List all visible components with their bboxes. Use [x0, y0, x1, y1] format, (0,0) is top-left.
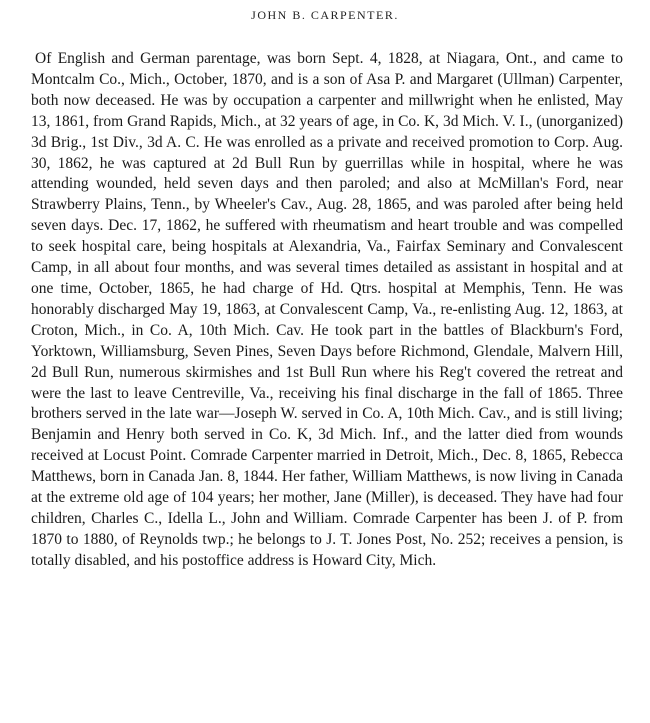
page-heading: JOHN B. CARPENTER. [251, 8, 399, 22]
biography-paragraph: Of English and German parentage, was born Sept. 4, 1828, at Niagara, Ont., and came to Montcalm Co., Mich., October, 1870, and is a son of Asa P. and Margaret (Ullman) Carpenter, both now deceased. He was by occupation a carpenter and millwright when he enlisted, May 13, 1861, from Grand Rapids, Mich., at 32 years of age, in Co. K, 3d Mich. V. I., (unorganized) 3d Brig., 1st Div., 3d A. C. He was enrolled as a private and received promotion to Corp. Aug. 30, 1862, he was captured at 2d Bull Run by guerrillas while in hospital, where he was attending wounded, held seven days and then paroled; and also at McMillan's Ford, near Strawberry Plains, Tenn., by Wheeler's Cav., Aug. 28, 1865, and was paroled after being held seven days. Dec. 17, 1862, he suffered with rheumatism and heart trouble and was compelled to seek hospital care, being hospitals at Alexandria, Va., Fairfax Seminary and Convalescent Camp, in all about four months, and was several times detailed as assistant in hospital and at one time, October, 1865, he had charge of Hd. Qtrs. hospital at Memphis, Tenn. He was honorably discharged May 19, 1863, at Convalescent Camp, Va., re-enlisting Aug. 12, 1863, at Croton, Mich., in Co. A, 10th Mich. Cav. He took part in the battles of Blackburn's Ford, Yorktown, Williamsburg, Seven Pines, Seven Days before Richmond, Glendale, Malvern Hill, 2d Bull Run, numerous skirmishes and 1st Bull Run where his Reg't covered the retreat and were the last to leave Centreville, Va., receiving his final discharge in the fall of 1865. Three brothers served in the late war—Joseph W. served in Co. A, 10th Mich. Cav., and is still living; Benjamin and Henry both served in Co. K, 3d Mich. Inf., and the latter died from wounds received at Locust Point. Comrade Carpenter married in Detroit, Mich., Dec. 8, 1865, Rebecca Matthews, born in Canada Jan. 8, 1844. Her father, William Matthews, is now living in Canada at the extreme old age of 104 years; her mother, Jane (Miller), is deceased. They have had four children, Charles C., Idella L., John and William. Comrade Carpenter has been J. of P. from 1870 to 1880, of Reynolds twp.; he belongs to J. T. Jones Post, No. 252; receives a pension, is totally disabled, and his postoffice address is Howard City, Mich. [31, 50, 623, 569]
